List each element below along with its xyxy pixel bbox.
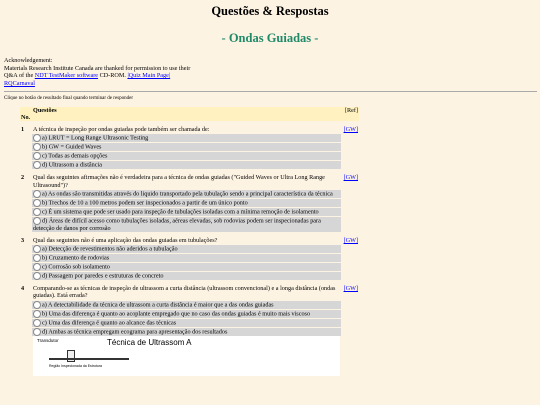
option-label: d) Áreas de difícil acesso como tubulações isoladas, aéreas elevadas, sob rodovias podem ser inspecionadas para detecção de danos por corrosão xyxy=(33,217,321,232)
answer-option[interactable] xyxy=(20,189,359,198)
question-row xyxy=(20,232,359,245)
question-text: A técnica de inspeção por ondas guiadas pode também ser chamada de: xyxy=(33,126,210,134)
quiz-main-page-link[interactable]: |Quiz Main Page| xyxy=(127,72,171,80)
question-text: Qual das seguintes não é uma aplicação das ondas guiadas em tubulações? xyxy=(33,237,218,245)
page-title: Questões & Respostas xyxy=(211,4,329,18)
radio-button[interactable] xyxy=(33,319,41,327)
ndt-testmaker-link[interactable]: NDT TestMaker software xyxy=(34,72,99,80)
radio-button[interactable] xyxy=(33,217,41,225)
option-label: b) Cruzamento de rodovias xyxy=(42,254,110,262)
answer-option[interactable] xyxy=(20,318,359,327)
figure-title: Técnica de Ultrassom A xyxy=(107,337,192,347)
radio-button[interactable] xyxy=(33,310,41,318)
answer-option[interactable] xyxy=(20,134,359,143)
option-label: c) É um sistema que pode ser usado para inspeção de tubulações isoladas com a mínima remoção de isolamento xyxy=(42,208,319,216)
question-text: Qual das seguintes afirmações não é verdadeira para a técnica de ondas guiadas ("Guided Waves or Ultra Long Range Ultrasound")? xyxy=(33,174,325,189)
answer-option[interactable] xyxy=(20,327,359,336)
answer-option[interactable] xyxy=(20,216,359,232)
option-label: c) Corrosão sob isolamento xyxy=(42,263,110,271)
header-questions: Questões xyxy=(32,107,341,121)
question-number: 1 xyxy=(21,126,25,134)
radio-button[interactable] xyxy=(33,254,41,262)
quiz-table xyxy=(20,107,359,376)
answer-option[interactable] xyxy=(20,245,359,254)
structure-bar xyxy=(49,358,129,360)
answer-option[interactable] xyxy=(20,254,359,263)
option-label: a) LRUT = Long Range Ultrasonic Testing xyxy=(42,134,149,142)
option-label: a) As ondas são transmitidas através do liquido transportado pela tubulação sendo a principal característica da técnica xyxy=(42,190,333,198)
radio-button[interactable] xyxy=(33,208,41,216)
radio-button[interactable] xyxy=(33,199,41,207)
radio-button[interactable] xyxy=(33,190,41,198)
option-label: a) A detectabilidade da técnica de ultrassom a curta distância é maior que a das ondas guiadas xyxy=(42,301,274,309)
question-row xyxy=(20,121,359,134)
ultrasound-figure xyxy=(33,336,340,376)
figure-label: Transdutor xyxy=(37,337,59,343)
figure-row xyxy=(20,336,359,376)
ack-links-line xyxy=(4,72,190,80)
ref-link[interactable]: [GW] xyxy=(343,174,358,182)
table-header xyxy=(20,107,359,121)
option-label: d) Passagem por paredes e estruturas de concreto xyxy=(42,272,164,280)
answer-option[interactable] xyxy=(20,309,359,318)
ack-heading: Acknowledgement: xyxy=(4,57,53,64)
radio-button[interactable] xyxy=(33,161,41,169)
option-label: b) GW = Guided Waves xyxy=(42,143,102,151)
option-label: d) Ultrassom a distância xyxy=(42,161,102,169)
radio-button[interactable] xyxy=(33,328,41,336)
header-ref: [Ref] xyxy=(341,107,359,121)
question-number: 3 xyxy=(21,237,25,245)
option-label: b) Trechos de 10 a 100 metros podem ser inspecionados a partir de um único ponto xyxy=(42,199,248,207)
answer-option[interactable] xyxy=(20,300,359,309)
question-text: Comparando-se as técnicas de inspeção de ultrassom a curta distância (ultrassom convencional) e a longa distância (ondas guiadas). Está errada? xyxy=(33,285,336,300)
page-subtitle: - Ondas Guiadas - xyxy=(221,31,319,45)
radio-button[interactable] xyxy=(33,272,41,280)
radio-button[interactable] xyxy=(33,245,41,253)
option-label: d) Ambas as técnica empregam ecograma para apresentação dos resultados xyxy=(42,328,228,336)
question-number: 2 xyxy=(21,174,25,182)
question-row xyxy=(20,280,359,300)
ack-text-mid: CD-ROM. xyxy=(98,72,128,80)
ref-link[interactable]: [GW] xyxy=(343,237,358,245)
answer-option[interactable] xyxy=(20,263,359,272)
answer-option[interactable] xyxy=(20,143,359,152)
question-number: 4 xyxy=(21,285,25,293)
answer-option[interactable] xyxy=(20,207,359,216)
option-label: c) Uma das diferença é quanto ao alcance das técnicas xyxy=(42,319,177,327)
radio-button[interactable] xyxy=(33,301,41,309)
radio-button[interactable] xyxy=(33,263,41,271)
ref-link[interactable]: [GW] xyxy=(343,126,358,134)
divider xyxy=(4,91,537,92)
radio-button[interactable] xyxy=(33,152,41,160)
ack-text: Materials Research Institute Canada are thanked for permission to use their xyxy=(4,64,191,72)
answer-option[interactable] xyxy=(20,198,359,207)
radio-button[interactable] xyxy=(33,134,41,142)
radio-button[interactable] xyxy=(33,143,41,151)
ack-text-pre: Q&A of the xyxy=(4,72,35,80)
option-label: a) Detecção de revestimentos não aderidos a tubulação xyxy=(42,245,178,253)
acknowledgement xyxy=(4,57,190,87)
transducer-shape xyxy=(67,350,75,362)
option-label: b) Uma das diferença é quanto ao acoplante empregado que no caso das ondas guiadas é muito mais viscoso xyxy=(42,310,311,318)
header-no: No. xyxy=(21,114,31,121)
instruction-text: Clique no botão de resultado final quando terminar de responder xyxy=(4,96,133,101)
question-row xyxy=(20,169,359,189)
ref-link[interactable]: [GW] xyxy=(343,285,358,293)
answer-option[interactable] xyxy=(20,152,359,161)
answer-option[interactable] xyxy=(20,272,359,281)
option-label: c) Todas as demais opções xyxy=(42,152,108,160)
figure-caption: Região Inspecionada da Estrutura xyxy=(49,363,102,368)
answer-option[interactable] xyxy=(20,161,359,170)
rqcarnaval-link[interactable]: RQCarnaval xyxy=(4,79,35,87)
